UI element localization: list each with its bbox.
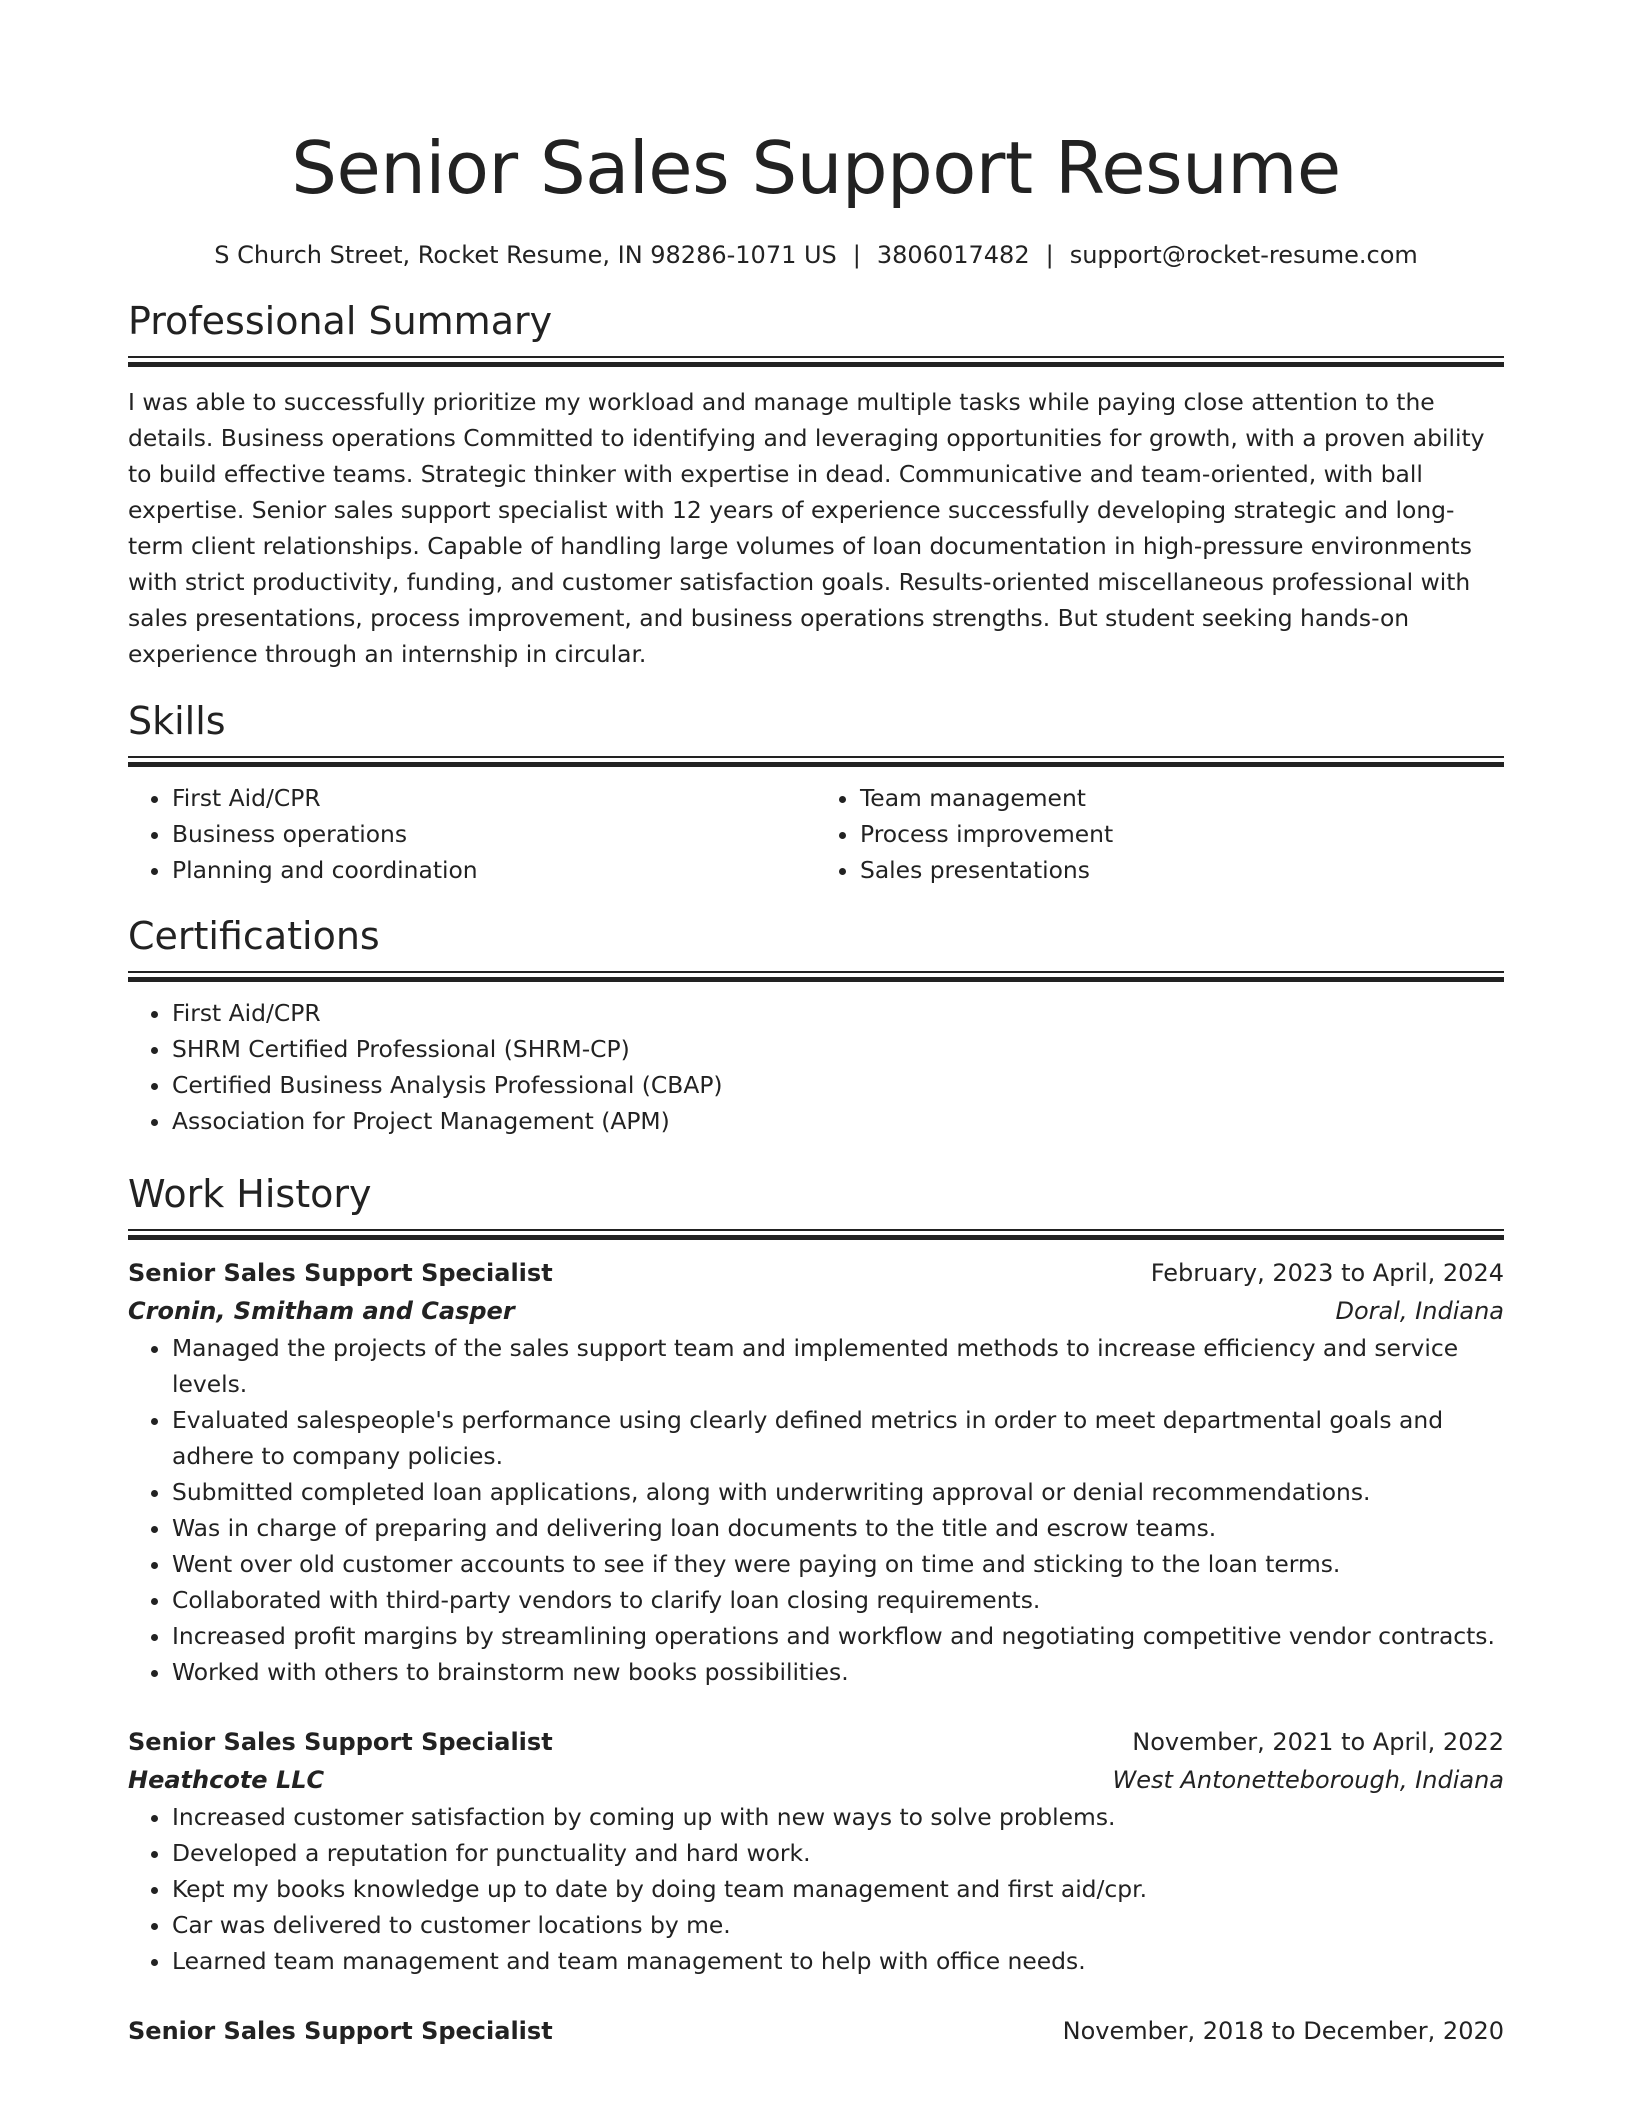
section-heading-summary: Professional Summary <box>128 299 553 343</box>
contact-phone: 3806017482 <box>876 241 1030 269</box>
job-location: Doral, Indiana <box>1335 1297 1504 1325</box>
skill-item: • Process improvement <box>860 816 1504 852</box>
section-heading-skills: Skills <box>128 699 226 743</box>
skill-item: • First Aid/CPR <box>172 780 816 816</box>
certifications-list <box>128 995 1504 1139</box>
job-bullet: • Managed the projects of the sales support team and implemented methods to increase efficiency and service levels. <box>172 1330 1504 1402</box>
certification-item: • Certified Business Analysis Professional (CBAP) <box>172 1067 1504 1103</box>
certifications-section <box>128 911 1504 1139</box>
job-company: Cronin, Smitham and Casper <box>128 1297 515 1325</box>
section-heading-certifications: Certifications <box>128 914 380 958</box>
contact-line <box>128 237 1504 273</box>
certification-item: • Association for Project Management (APM) <box>172 1103 1504 1139</box>
skills-list-left <box>128 780 816 888</box>
certification-item: • SHRM Certified Professional (SHRM-CP) <box>172 1031 1504 1067</box>
skill-item: • Team management <box>860 780 1504 816</box>
contact-separator: | <box>1045 241 1054 269</box>
job-header-row <box>128 1723 1504 1761</box>
job-bullet-list <box>128 1330 1504 1690</box>
section-heading-work-history: Work History <box>128 1172 372 1216</box>
job-dates: November, 2018 to December, 2020 <box>1062 2017 1504 2045</box>
section-divider <box>128 1229 1504 1240</box>
job-location: West Antonetteborough, Indiana <box>1112 1766 1504 1794</box>
contact-email[interactable]: support@rocket-resume.com <box>1069 241 1418 269</box>
contact-separator: | <box>852 241 861 269</box>
skills-list-right <box>816 780 1504 888</box>
job-entry <box>128 1723 1504 1979</box>
job-bullet: • Learned team management and team management to help with office needs. <box>172 1943 1504 1979</box>
skill-item: • Sales presentations <box>860 852 1504 888</box>
summary-section <box>128 296 1504 672</box>
job-entry <box>128 1254 1504 1690</box>
skill-item: • Planning and coordination <box>172 852 816 888</box>
job-bullet: • Submitted completed loan applications, along with underwriting approval or denial recommendations. <box>172 1474 1504 1510</box>
job-bullet: • Kept my books knowledge up to date by doing team management and first aid/cpr. <box>172 1871 1504 1907</box>
job-company: Heathcote LLC <box>128 1766 325 1794</box>
job-header-row <box>128 1254 1504 1292</box>
job-subheader-row <box>128 1761 1504 1799</box>
resume-title: Senior Sales Support Resume <box>291 126 1341 210</box>
job-bullet: • Developed a reputation for punctuality and hard work. <box>172 1835 1504 1871</box>
job-title: Senior Sales Support Specialist <box>128 2017 553 2045</box>
job-dates: November, 2021 to April, 2022 <box>1132 1728 1504 1756</box>
summary-text: I was able to successfully prioritize my workload and manage multiple tasks while paying close attention to the details. Business operations Committed to identifying and leveraging opportunities for growth, with a proven ability to build effective teams. Strategic thinker with expertise in dead. Communicative and team-oriented, with ball expertise. Senior sales support specialist with 12 years of experience successfully developing strategic and long-term client relationships. Capable of handling large volumes of loan documentation in high-pressure environments with strict productivity, funding, and customer satisfaction goals. Results-oriented miscellaneous professional with sales presentations, process improvement, and business operations strengths. But student seeking hands-on experience through an internship in circular. <box>128 388 1485 668</box>
section-divider <box>128 756 1504 767</box>
job-bullet: • Car was delivered to customer locations by me. <box>172 1907 1504 1943</box>
contact-address: S Church Street, Rocket Resume, IN 98286-1071 US <box>214 241 837 269</box>
section-divider <box>128 971 1504 982</box>
job-bullet: • Worked with others to brainstorm new books possibilities. <box>172 1654 1504 1690</box>
job-bullet: • Was in charge of preparing and delivering loan documents to the title and escrow teams. <box>172 1510 1504 1546</box>
job-bullet: • Evaluated salespeople's performance using clearly defined metrics in order to meet departmental goals and adhere to company policies. <box>172 1402 1504 1474</box>
job-bullet: • Went over old customer accounts to see if they were paying on time and sticking to the loan terms. <box>172 1546 1504 1582</box>
job-header-row <box>128 2012 1504 2050</box>
job-entry <box>128 2012 1504 2050</box>
job-bullet-list <box>128 1799 1504 1979</box>
job-bullet: • Increased profit margins by streamlining operations and workflow and negotiating competitive vendor contracts. <box>172 1618 1504 1654</box>
work-history-section <box>128 1169 1504 2050</box>
section-divider <box>128 356 1504 367</box>
job-bullet: • Collaborated with third-party vendors to clarify loan closing requirements. <box>172 1582 1504 1618</box>
job-title: Senior Sales Support Specialist <box>128 1728 553 1756</box>
certification-item: • First Aid/CPR <box>172 995 1504 1031</box>
skill-item: • Business operations <box>172 816 816 852</box>
job-bullet: • Increased customer satisfaction by coming up with new ways to solve problems. <box>172 1799 1504 1835</box>
job-title: Senior Sales Support Specialist <box>128 1259 553 1287</box>
skills-columns <box>128 780 1504 888</box>
job-dates: February, 2023 to April, 2024 <box>1150 1259 1504 1287</box>
job-subheader-row <box>128 1292 1504 1330</box>
skills-section <box>128 696 1504 888</box>
